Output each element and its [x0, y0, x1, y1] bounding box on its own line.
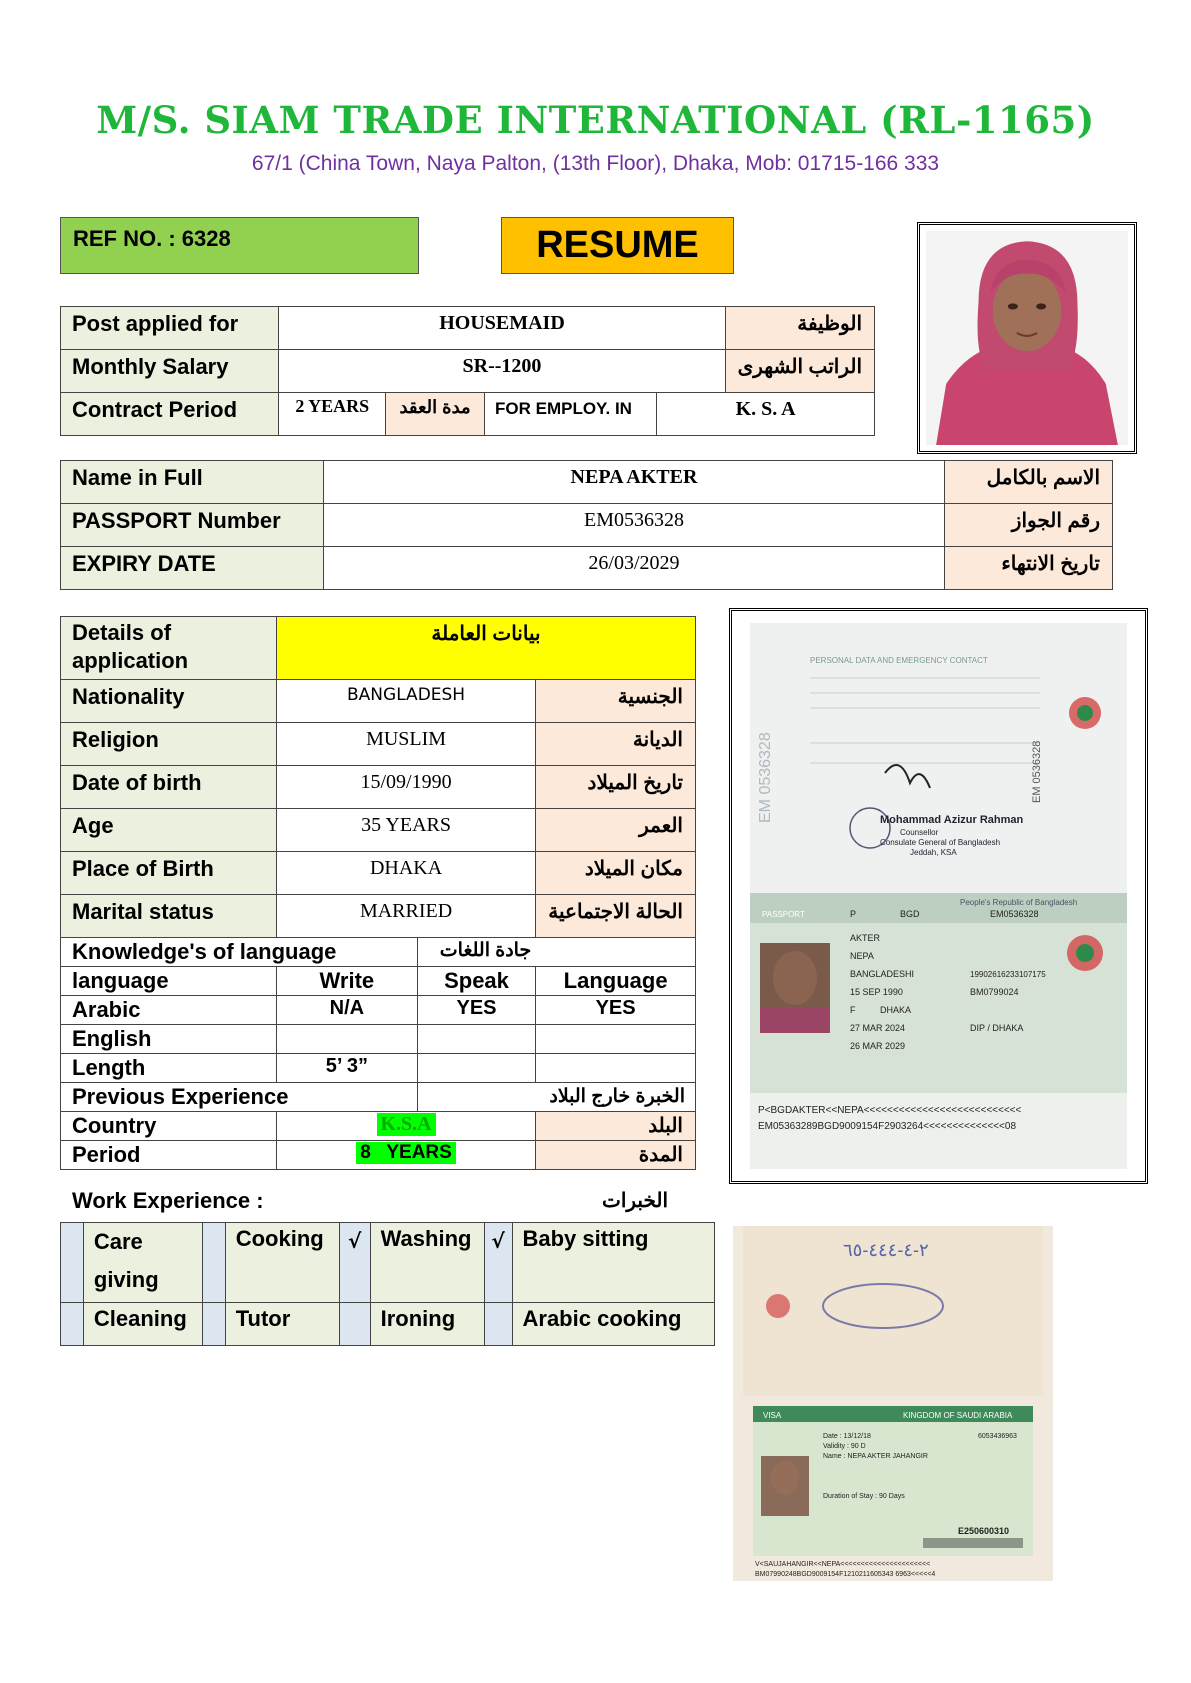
- country-label: Country: [61, 1112, 277, 1141]
- country-ar: البلد: [536, 1112, 696, 1141]
- company-title: M/S. SIAM TRADE INTERNATIONAL (RL-1165): [96, 98, 1095, 142]
- identity-table: [60, 460, 1113, 590]
- passport-sex: F: [850, 1005, 856, 1015]
- expiry-label: EXPIRY DATE: [61, 547, 324, 590]
- passport-page-icon: [750, 623, 1127, 1169]
- ref-number: REF NO. : 6328: [60, 217, 419, 274]
- passport-prev-no: BM0799024: [970, 987, 1019, 997]
- passport-surname: AKTER: [850, 933, 881, 943]
- mark-care: [61, 1223, 84, 1303]
- passport-ar: رقم الجواز: [945, 504, 1113, 547]
- passport-personal-no: 19902616233107175: [970, 970, 1046, 979]
- name-value: NEPA AKTER: [323, 461, 944, 504]
- age-value: 35 YEARS: [276, 809, 535, 852]
- passport-side-number: EM 0536328: [757, 732, 774, 823]
- skill-washing: Washing: [370, 1223, 484, 1303]
- work-title-ar: الخبرات: [602, 1190, 669, 1212]
- mark-ironing: [339, 1303, 370, 1346]
- skill-cooking: Cooking: [225, 1223, 339, 1303]
- details-header-ar: بيانات العاملة: [276, 617, 695, 680]
- lang-header-write: Write: [276, 967, 417, 996]
- length-value: 5’ 3”: [276, 1054, 417, 1083]
- nationality-value: BANGLADESH: [276, 680, 535, 723]
- country-value: K.S.A: [377, 1113, 436, 1136]
- passport-value: EM0536328: [323, 504, 944, 547]
- employ-value: K. S. A: [657, 393, 875, 436]
- consulate-name: Consulate General of Bangladesh: [880, 838, 1001, 847]
- counsellor-title: Counsellor: [900, 828, 939, 837]
- svg-text:EM 0536328: EM 0536328: [1031, 740, 1043, 803]
- counsellor-name: Mohammad Azizur Rahman: [880, 814, 1024, 826]
- lang-arabic-write: N/A: [276, 996, 417, 1025]
- work-table: [60, 1222, 715, 1346]
- work-title: Work Experience :: [72, 1188, 264, 1213]
- mark-cooking: [202, 1223, 225, 1303]
- passport-no: EM0536328: [990, 909, 1039, 919]
- mark-baby-sitting: √: [484, 1223, 512, 1303]
- passport-given-name: NEPA: [850, 951, 874, 961]
- birthplace-label: Place of Birth: [61, 852, 277, 895]
- religion-ar: الديانة: [536, 723, 696, 766]
- passport-scan: [750, 623, 1127, 1169]
- passport-label: PASSPORT Number: [61, 504, 324, 547]
- employ-label: FOR EMPLOY. IN: [485, 393, 657, 436]
- visa-number: E250600310: [958, 1526, 1010, 1536]
- visa-duration: Duration of Stay : 90 Days: [823, 1493, 905, 1500]
- visa-mrz-1: V<SAUJAHANGIR<<NEPA<<<<<<<<<<<<<<<<<<<<<<: [755, 1561, 931, 1568]
- lang-header-language: language: [61, 967, 277, 996]
- visa-mrz-2: BM07990248BGD9009154F1210211605343 6963<<<<<4: [755, 1571, 936, 1578]
- prev-exp-label: Previous Experience: [61, 1083, 418, 1112]
- passport-birth-place: DHAKA: [880, 1005, 912, 1015]
- visa-date: Date : 13/12/18: [823, 1433, 871, 1440]
- passport-expiry-date: 26 MAR 2029: [850, 1041, 906, 1051]
- passport-dob: 15 SEP 1990: [850, 987, 903, 997]
- country-cell: [276, 1112, 535, 1141]
- passport-nationality: BANGLADESHI: [850, 969, 915, 979]
- dob-value: 15/09/1990: [276, 766, 535, 809]
- consulate-city: Jeddah, KSA: [910, 848, 957, 857]
- visa-header: KINGDOM OF SAUDI ARABIA: [903, 1411, 1013, 1420]
- details-header-label: Details of application: [61, 617, 277, 680]
- salary-value: SR--1200: [279, 350, 725, 393]
- expiry-value: 26/03/2029: [323, 547, 944, 590]
- length-empty-2: [536, 1054, 696, 1083]
- salary-label: Monthly Salary: [61, 350, 279, 393]
- visa-validity: Validity : 90 D: [823, 1443, 866, 1450]
- religion-label: Religion: [61, 723, 277, 766]
- visa-label: VISA: [763, 1411, 782, 1420]
- passport-mrz-1: P<BGDAKTER<<NEPA<<<<<<<<<<<<<<<<<<<<<<<<<<<: [758, 1105, 1022, 1116]
- passport-section-title: PERSONAL DATA AND EMERGENCY CONTACT: [810, 656, 988, 665]
- period-cell: [276, 1141, 535, 1170]
- age-ar: العمر: [536, 809, 696, 852]
- lang-arabic-speak: YES: [417, 996, 535, 1025]
- lang-english-language: [536, 1025, 696, 1054]
- applicant-photo-frame: [917, 222, 1137, 454]
- contract-value: 2 YEARS: [279, 393, 386, 436]
- marital-value: MARRIED: [276, 895, 535, 938]
- skill-tutor: Tutor: [225, 1303, 339, 1346]
- skill-baby-sitting: Baby sitting: [512, 1223, 715, 1303]
- passport-type: P: [850, 909, 857, 919]
- lang-header-speak: Speak: [417, 967, 535, 996]
- post-value: HOUSEMAID: [279, 307, 725, 350]
- applicant-photo: [926, 231, 1128, 445]
- post-label: Post applied for: [61, 307, 279, 350]
- marital-label: Marital status: [61, 895, 277, 938]
- details-table: [60, 616, 696, 1170]
- company-address: 67/1 (China Town, Naya Palton, (13th Floor), Dhaka, Mob: 01715-166 333: [251, 152, 940, 175]
- nationality-ar: الجنسية: [536, 680, 696, 723]
- passport-country-header: People's Republic of Bangladesh: [960, 898, 1078, 907]
- resume-label: RESUME: [501, 217, 734, 274]
- visa-name: Name : NEPA AKTER JAHANGIR: [823, 1453, 928, 1460]
- passport-country-code: BGD: [900, 909, 920, 919]
- name-ar: الاسم بالكامل: [945, 461, 1113, 504]
- period-ar: المدة: [536, 1141, 696, 1170]
- mark-washing: √: [339, 1223, 370, 1303]
- lang-english-write: [276, 1025, 417, 1054]
- language-title: Knowledge's of language: [61, 938, 418, 967]
- passport-scan-frame: [729, 608, 1148, 1184]
- language-title-ar: جادة اللغات: [417, 938, 695, 967]
- post-table: [60, 306, 875, 436]
- skill-arabic-cooking: Arabic cooking: [512, 1303, 715, 1346]
- mark-tutor: [202, 1303, 225, 1346]
- age-label: Age: [61, 809, 277, 852]
- salary-ar: الراتب الشهرى: [725, 350, 874, 393]
- period-label: Period: [61, 1141, 277, 1170]
- name-label: Name in Full: [61, 461, 324, 504]
- visa-scan: [733, 1226, 1053, 1581]
- lang-header-language2: Language: [536, 967, 696, 996]
- passport-issue-date: 27 MAR 2024: [850, 1023, 906, 1033]
- skill-ironing: Ironing: [370, 1303, 484, 1346]
- lang-english-speak: [417, 1025, 535, 1054]
- applicant-portrait-icon: [926, 231, 1128, 445]
- mark-cleaning: [61, 1303, 84, 1346]
- passport-authority: DIP / DHAKA: [970, 1023, 1024, 1033]
- lang-arabic-language: YES: [536, 996, 696, 1025]
- birthplace-ar: مكان الميلاد: [536, 852, 696, 895]
- passport-label: PASSPORT: [762, 910, 805, 919]
- contract-ar: مدة العقد: [386, 393, 485, 436]
- mark-arabic-cooking: [484, 1303, 512, 1346]
- length-empty-1: [417, 1054, 535, 1083]
- expiry-ar: تاريخ الانتهاء: [945, 547, 1113, 590]
- birthplace-value: DHAKA: [276, 852, 535, 895]
- nationality-label: Nationality: [61, 680, 277, 723]
- religion-value: MUSLIM: [276, 723, 535, 766]
- passport-mrz-2: EM05363289BGD9009154F2903264<<<<<<<<<<<<<<08: [758, 1121, 1017, 1132]
- length-label: Length: [61, 1054, 277, 1083]
- lang-english-label: English: [61, 1025, 277, 1054]
- prev-exp-ar: الخبرة خارج البلاد: [417, 1083, 695, 1112]
- skill-cleaning: Cleaning: [83, 1303, 202, 1346]
- visa-no: 6053436963: [978, 1433, 1017, 1440]
- marital-ar: الحالة الاجتماعية: [536, 895, 696, 938]
- period-value: 8 YEARS: [356, 1142, 456, 1164]
- contract-label: Contract Period: [61, 393, 279, 436]
- dob-label: Date of birth: [61, 766, 277, 809]
- visa-page-icon: [733, 1226, 1053, 1581]
- dob-ar: تاريخ الميلاد: [536, 766, 696, 809]
- skill-care-giving: Care giving: [83, 1223, 202, 1303]
- visa-stamp-date: ٢-٤-٤٤٤-٦٥: [843, 1240, 929, 1260]
- post-ar: الوظيفة: [725, 307, 874, 350]
- lang-arabic-label: Arabic: [61, 996, 277, 1025]
